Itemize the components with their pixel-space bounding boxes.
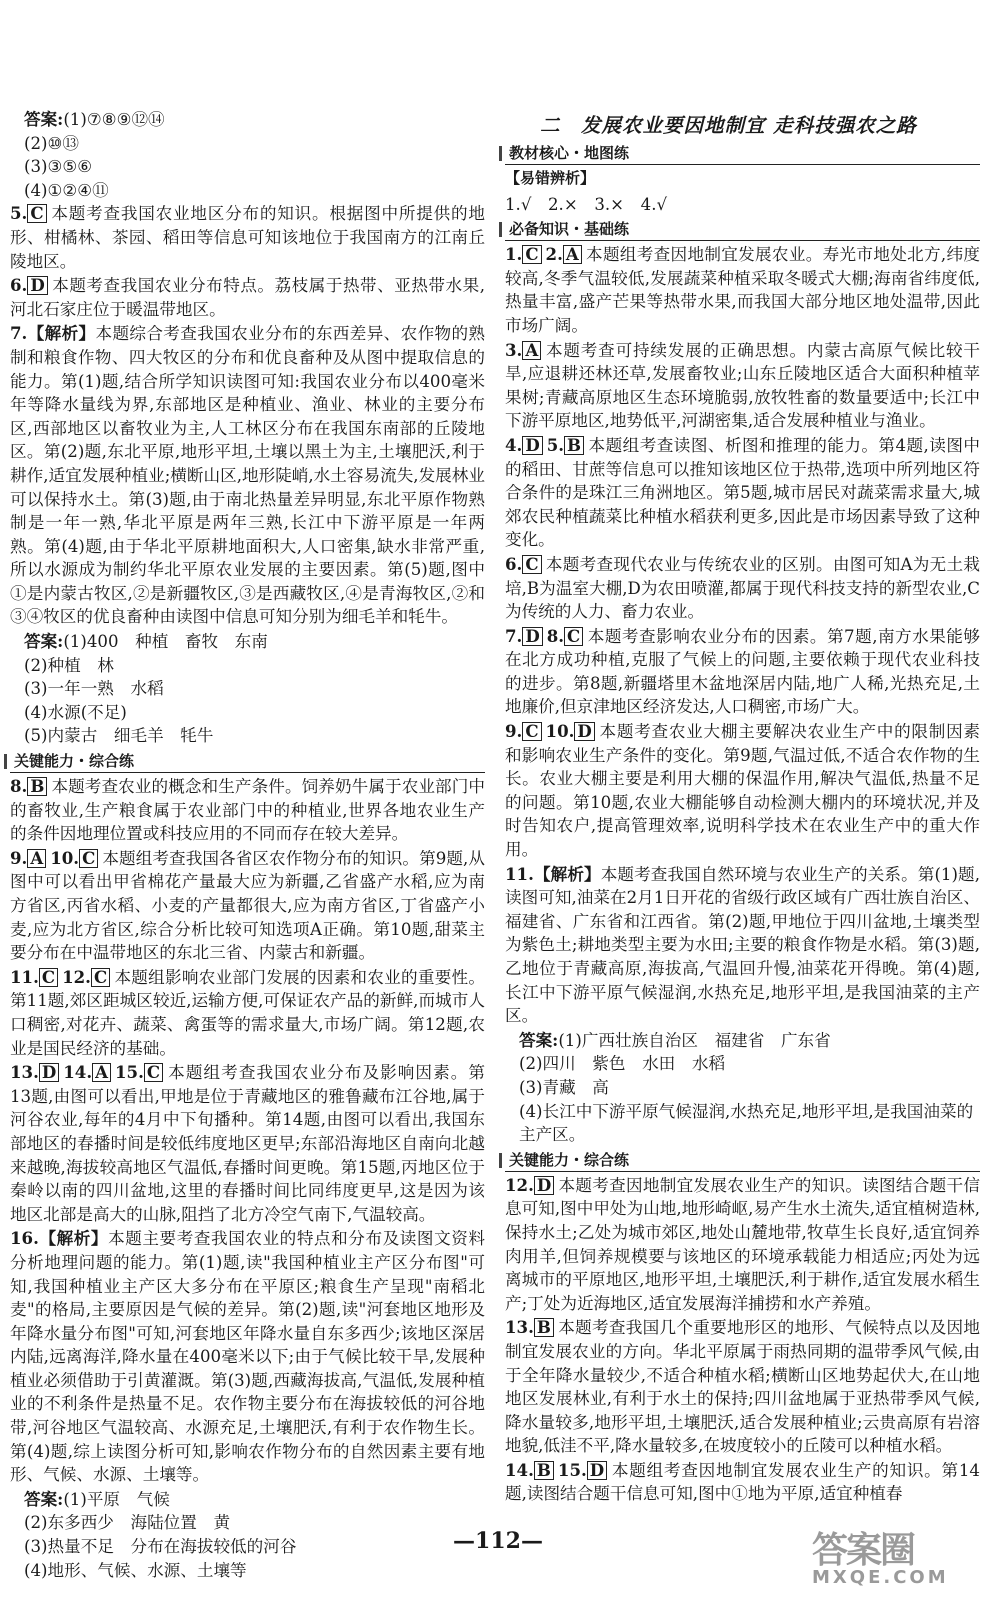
answer-line: (2)东多西少 海陆位置 黄 <box>24 1513 231 1533</box>
watermark-logo <box>812 1522 982 1592</box>
answer-key: B <box>534 1318 554 1337</box>
yicuo-answers: 1.√ 2.× 3.× 4.√ <box>505 194 668 214</box>
answer-key: C <box>564 627 583 646</box>
watermark-sub: MXQE.COM <box>812 1567 949 1588</box>
answer-line-4: (4)①②④⑪ <box>24 180 109 200</box>
question-6: 6. D 本题考查我国农业分布特点。荔枝属于热带、亚热带水果,河北石家庄位于暖温带地区。 <box>10 275 485 319</box>
answer-line: (3)热量不足 分布在海拔较低的河谷 <box>24 1537 297 1557</box>
question-13-15: 13. D 14. A 15. C 本题组考查我国农业分布及影响因素。第13题,由图可以看出,甲地是位于青藏地区的雅鲁藏布江谷地,属于河谷农业,每年的4月中下旬播种。第14题,由图可以看出,我国东部地区的春播时间是较低纬度地区更早;东部沿海地区自南向北越来越晚,海拔较高地区气温低,春播时间更晚。第15题,丙地区位于秦岭以南的四川盆地,这里的春播时间比同纬度更早,这是因为该地区北部是高大的山脉,阻挡了北方冷空气南下,气温较高。 <box>10 1062 485 1224</box>
question-1-2: 1. C 2. A 本题组考查因地制宜发展农业。寿光市地处北方,纬度较高,冬季气温较低,发展蔬菜种植采取冬暖式大棚;海南省纬度低,热量丰富,盛产芒果等热带水果,而我国大部分地区地处温带,因此市场广阔。 <box>505 244 980 335</box>
answer-key: A <box>27 849 46 868</box>
answer-key: C <box>79 849 98 868</box>
question-16: 16.【解析】本题主要考查我国农业的特点和分布及读图文资料分析地理问题的能力。第(1)题,读"我国种植业主产区分布图"可知,我国种植业主产区大多分布在平原区;粮食生产呈现"南稻北麦"的格局,主要原因是气候的差异。第(2)题,读"河套地区地形及年降水量分布图"可知,河套地区年降水量自东多西少;该地区深居内陆,远离海洋,降水量在400毫米以下;由于气候比较干旱,发展种植业必须借助于引黄灌溉。第(3)题,西藏海拔高,气温低,发展种植业的不利条件是热量不足。农作物主要分布在海拔较低的河谷地带,河谷地区气温较高、水源充足,土壤肥沃,有利于农作物生长。第(4)题,综上读图分析可知,影响农作物分布的自然因素主要有地形、气候、水源、土壤等。 <box>10 1228 486 1485</box>
question-11-12: 11. C 12. C 本题组影响农业部门发展的因素和农业的重要性。第11题,郊区距城区较近,运输方便,可保证农产品的新鲜,而城市人口稠密,对花卉、蔬菜、禽蛋等的需求量大,市场广阔。第12题,农业是国民经济的基础。 <box>10 966 485 1058</box>
answer-key: D <box>522 627 542 646</box>
section-heading-map: 教材核心・地图练 <box>505 143 980 165</box>
answer-line: (3)一年一熟 水稻 <box>24 679 164 699</box>
answer-line: (4)地形、气候、水源、土壤等 <box>24 1560 247 1580</box>
answer-key: D <box>587 1461 607 1480</box>
answer-key: C <box>39 968 58 987</box>
answer-key: D <box>534 1176 554 1195</box>
answer-key: C <box>522 245 541 264</box>
watermark-main: 答案圈 <box>812 1530 915 1571</box>
answer-key: D <box>522 436 542 455</box>
section-heading-key-ability: 关键能力・综合练 <box>10 751 485 773</box>
question-13: 13. B 本题考查我国几个重要地形区的地形、气候特点以及因地制宜发展农业的方向。华北平原属于雨热同期的温带季风气候,由于全年降水量较少,不适合种植水稻;横断山区地势起伏大,在山地地区发展林业,有利于水土的保持;四川盆地属于亚热带季风气候,降水量较多,地形平坦,土壤肥沃,适合发展种植业;云贵高原有岩溶地貌,低洼不平,降水量较多,在坡度较小的丘陵可以种植水稻。 <box>505 1317 980 1456</box>
question-6: 6. C 本题考查现代农业与传统农业的区别。由图可知A为无土栽培,B为温室大棚,D为农田喷灌,都属于现代科技支持的新型农业,C为传统的人力、畜力农业。 <box>505 553 980 622</box>
answer-line: (3)青藏 高 <box>519 1077 609 1097</box>
answer-line-1: (1)⑦⑧⑨⑫⑭ <box>63 110 165 129</box>
section-heading-basic: 必备知识・基础练 <box>505 219 980 241</box>
yicuo-label: 【易错辨析】 <box>505 169 596 187</box>
answer-label: 答案: <box>24 1488 64 1509</box>
question-7-8: 7. D 8. C 本题考查影响农业分布的因素。第7题,南方水果能够在北方成功种植,克服了气候上的问题,主要依赖于现代农业科技的进步。第8题,新疆塔里木盆地深居内陆,地广人稀,光热充足,土地廉价,但京津地区经济发达,人口稠密,市场广大。 <box>505 625 980 717</box>
answer-line-3: (3)③⑤⑥ <box>24 157 93 177</box>
answer-line: (2)种植 林 <box>24 655 114 675</box>
question-9-10: 9. C 10. D 本题考查农业大棚主要解决农业生产中的限制因素和影响农业生产条件的变化。第9题,气温过低,不适合农作物的生长。农业大棚主要是利用大棚的保温作用,解决气温低,热量不足的问题。第10题,农业大棚能够自动检测大棚内的环境状况,并及时告知农户,提高管理效率,说明科学技术在农业生产中的重大作用。 <box>505 721 980 860</box>
question-12: 12. D 本题考查因地制宜发展农业生产的知识。读图结合题干信息可知,图中甲处为山地,地形崎岖,易产生水土流失,适宜植树造林,保持水土;乙处为城市郊区,地处山麓地带,牧草生长良好,适宜饲养肉用羊,但饲养规模要与该地区的环境承载能力相适应;丙处为远离城市的平原地区,地形平坦,土壤肥沃,利于耕作,适宜发展水稻生产;丁处为近海地区,适宜发展海洋捕捞和水产养殖。 <box>505 1174 980 1313</box>
answer-key: D <box>574 722 594 741</box>
answer-line-2: (2)⑩⑬ <box>24 133 79 153</box>
answer-line: (2)四川 紫色 水田 水稻 <box>519 1054 726 1074</box>
answer-key: C <box>144 1063 163 1082</box>
answer-key: A <box>563 245 582 264</box>
question-8: 8. B 本题考查农业的概念和生产条件。饲养奶牛属于农业部门中的畜牧业,生产粮食属于农业部门中的种植业,世界各地农业生产的条件因地理位置或科技应用的不同而存在较大差异。 <box>10 776 485 844</box>
left-column: 答案:(1)⑦⑧⑨⑫⑭ (2)⑩⑬ (3)③⑤⑥ (4)①②④⑪ 5. C 本题考查我国农业地区分布的知识。根据图中所提供的地形、柑橘林、茶园、稻田等信息可知该地位于我国南方的江南丘陵地区。 6. D 本题考查我国农业分布特点。荔枝属于热带、亚热带水果,河北石家庄位于暖温带地区。 7.【解析】本题综合考查我国农业分布的东西差异、农作物的熟制和粮食作物、四大牧区的分布和优良畜种及从图中提取信息的能力。第(1)题,结合所学知识读图可知:我国农业分布以400毫米年等降水量线为界,东部地区是种植业、渔业、林业的主要分布区,西部地区以畜牧业为主,人工林区分布在我国东南部的丘陵地区。第(2)题,东北平原,地形平坦,土壤以黑土为主,土壤肥沃,利于耕作,适宜发展种植业;横断山区,地形陡峭,水土容易流失,发展林业可以保持水土。第(3)题,由于南北热量差异明显,东北平原作物熟制是一年一熟,华北平原是两年三熟,长江中下游平原是一年两熟。第(4)题,由于华北平原耕地面积大,人口密集,缺水非常严重,所以水源成为制约华北平原农业发展的主要因素。第(5)题,图中①是内蒙古牧区,②是新疆牧区,③是西藏牧区,④是青海牧区,②和③④牧区的优良畜种由读图中信息可知分别为细毛羊和牦牛。 答案:(1)400 种植 畜牧 东南 (2)种植 林 (3)一年一熟 水稻 (4)水源(不足) (5)内蒙古 细毛羊 牦牛 关键能力・综合练 8. B 本题考查农业的概念和生产条件。饲养奶牛属于农业部门中的畜牧业,生产粮食属于农业部门中的种植业,世界各地农业生产的条件因地理位置或科技应用的不同而存在较大差异。 9. A 10. C 本题组考查我国各省区农作物分布的知识。第9题,从图中可以看出甲省棉花产量最大应为新疆,乙省盛产水稻,应为南方省区,丙省水稻、小麦的产量都很大,应为南方省区,丁省盛产小麦,应为北方省区,综合分析比较可知选项A正确。第10题,甜菜主要分布在中温带地区的东北三省、内蒙古和新疆。 11. C 12. C 本题组影响农业部门发展的因素和农业的重要性。第11题,郊区距城区较近,运输方便,可保证农产品的新鲜,而城市人口稠密,对花卉、蔬菜、禽蛋等的需求量大,市场广阔。第12题,农业是国民经济的基础。 13. D 14. A 15. C 本题组考查我国农业分布及影响因素。第13题,由图可以看出,甲地是位于青藏地区的雅鲁藏布江谷地,属于河谷农业,每年的4月中下旬播种。第14题,由图可以看出,我国东部地区的春播时间是较低纬度地区更早;东部沿海地区自南向北越来越晚,海拔较高地区气温低,春播时间更晚。第15题,丙地区位于秦岭以南的四川盆地,这里的春播时间比同纬度更早,这是因为该地区北部是高大的山脉,阻挡了北方冷空气南下,气温较高。 16.【解析】本题主要考查我国农业的特点和分布及读图文资料分析地理问题的能力。第(1)题,读"我国种植业主产区分布图"可知,我国种植业主产区大多分布在平原区;粮食生产呈现"南稻北麦"的格局,主要原因是气候的差异。第(2)题,读"河套地区地形及年降水量分布图"可知,河套地区年降水量自东多西少;该地区深居内陆,远离海洋,降水量在400毫米以下;由于气候比较干旱,发展种植业必须借助于引黄灌溉。第(3)题,西藏海拔高,气温低,发展种植业的不利条件是热量不足。农作物主要分布在海拔较低的河谷地带,河谷地区气温较高、水源充足,土壤肥沃,有利于农作物生长。第(4)题,综上读图分析可知,影响农作物分布的自然因素主要有地形、气候、水源、土壤等。 答案:(1)平原 气候 (2)东多西少 海陆位置 黄 (3)热量不足 分布在海拔较低的河谷 (4)地形、气候、水源、土壤等 <box>10 108 485 1582</box>
question-7: 7.【解析】本题综合考查我国农业分布的东西差异、农作物的熟制和粮食作物、四大牧区的分布和优良畜种及从图中提取信息的能力。第(1)题,结合所学知识读图可知:我国农业分布以400毫米年等降水量线为界,东部地区是种植业、渔业、林业的主要分布区,西部地区以畜牧业为主,人工林区分布在我国东南部的丘陵地区。第(2)题,东北平原,地形平坦,土壤以黑土为主,土壤肥沃,利于耕作,适宜发展种植业;横断山区,地形陡峭,水土容易流失,发展林业可以保持水土。第(3)题,由于南北热量差异明显,东北平原作物熟制是一年一熟,华北平原是两年三熟,长江中下游平原是一年两熟。第(4)题,由于华北平原耕地面积大,人口密集,缺水非常严重,所以水源成为制约华北平原农业发展的主要因素。第(5)题,图中①是内蒙古牧区,②是新疆牧区,③是西藏牧区,④是青海牧区,②和③④牧区的优良畜种由读图中信息可知分别为细毛羊和牦牛。 <box>10 323 486 627</box>
section-heading-key-ability: 关键能力・综合练 <box>505 1150 980 1172</box>
question-14-15: 14. B 15. D 本题组考查因地制宜发展农业生产的知识。第14题,读图结合题干信息可知,图中①地为平原,适宜种植春 <box>505 1459 980 1504</box>
answer-key: A <box>522 341 541 360</box>
question-4-5: 4. D 5. B 本题组考查读图、析图和推理的能力。第4题,读图中的稻田、甘蔗等信息可以推知该地区位于热带,选项中所列地区符合条件的是珠江三角洲地区。第5题,城市居民对蔬菜需求量大,城郊农民种植蔬菜比种植水稻获利更多,因此是市场因素导致了这种变化。 <box>505 434 980 550</box>
answer-key: A <box>92 1063 111 1082</box>
answer-label: 答案: <box>24 631 64 652</box>
question-5: 5. C 本题考查我国农业地区分布的知识。根据图中所提供的地形、柑橘林、茶园、稻田等信息可知该地位于我国南方的江南丘陵地区。 <box>10 203 485 271</box>
answer-key: D <box>27 276 47 295</box>
question-3: 3. A 本题考查可持续发展的正确思想。内蒙古高原气候比较干旱,应退耕还林还草,发展畜牧业;山东丘陵地区适合大面积种植苹果树;青藏高原地区生态环境脆弱,放牧牲畜的数量要适中;长江中下游平原地区,地势低平,河湖密集,适合发展种植业与渔业。 <box>505 339 980 431</box>
answer-key: D <box>39 1063 59 1082</box>
answer-key: C <box>91 968 110 987</box>
answer-line: (4)水源(不足) <box>24 702 127 722</box>
answer-line: (5)内蒙古 细毛羊 牦牛 <box>24 726 214 746</box>
answer-key: C <box>522 555 541 574</box>
answer-label: 答案: <box>519 1029 559 1050</box>
answer-key: B <box>534 1461 554 1480</box>
answer-line: (4)长江中下游平原气候湿润,水热充足,地形平坦,是我国油菜的主产区。 <box>519 1101 974 1145</box>
question-9-10: 9. A 10. C 本题组考查我国各省区农作物分布的知识。第9题,从图中可以看出甲省棉花产量最大应为新疆,乙省盛产水稻,应为南方省区,丙省水稻、小麦的产量都很大,应为南方省区,丁省盛产小麦,应为北方省区,综合分析比较可知选项A正确。第10题,甜菜主要分布在中温带地区的东北三省、内蒙古和新疆。 <box>10 847 485 963</box>
answer-key: C <box>27 204 46 223</box>
answer-key: B <box>27 777 47 796</box>
answer-key: B <box>564 436 584 455</box>
answer-block-q1-4 <box>10 108 485 202</box>
chapter-title: 二 发展农业要因地制宜 走科技强农之路 <box>540 114 917 137</box>
answer-label: 答案: <box>24 109 64 129</box>
right-column: 教材核心・地图练 【易错辨析】 1.√ 2.× 3.× 4.√ 必备知识・基础练 1. C 2. A 本题组考查因地制宜发展农业。寿光市地处北方,纬度较高,冬季气温较低,发展蔬菜种植采取冬暖式大棚;海南省纬度低,热量丰富,盛产芒果等热带水果,而我国大部分地区地处温带,因此市场广阔。 3. A 本题考查可持续发展的正确思想。内蒙古高原气候比较干旱,应退耕还林还草,发展畜牧业;山东丘陵地区适合大面积种植苹果树;青藏高原地区生态环境脆弱,放牧牲畜的数量要适中;长江中下游平原地区,地势低平,河湖密集,适合发展种植业与渔业。 4. D 5. B 本题组考查读图、析图和推理的能力。第4题,读图中的稻田、甘蔗等信息可以推知该地区位于热带,选项中所列地区符合条件的是珠江三角洲地区。第5题,城市居民对蔬菜需求量大,城郊农民种植蔬菜比种植水稻获利更多,因此是市场因素导致了这种变化。 6. C 本题考查现代农业与传统农业的区别。由图可知A为无土栽培,B为温室大棚,D为农田喷灌,都属于现代科技支持的新型农业,C为传统的人力、畜力农业。 7. D 8. C 本题考查影响农业分布的因素。第7题,南方水果能够在北方成功种植,克服了气候上的问题,主要依赖于现代农业科技的进步。第8题,新疆塔里木盆地深居内陆,地广人稀,光热充足,土地廉价,但京津地区经济发达,人口稠密,市场广大。 9. C 10. D 本题考查农业大棚主要解决农业生产中的限制因素和影响农业生产条件的变化。第9题,气温过低,不适合农作物的生长。农业大棚主要是利用大棚的保温作用,解决气温低,热量不足的问题。第10题,农业大棚能够自动检测大棚内的环境状况,并及时告知农户,提高管理效率,说明科学技术在农业生产中的重大作用。 11.【解析】本题考查我国自然环境与农业生产的关系。第(1)题,读图可知,油菜在2月1日开花的省级行政区域有广西壮族自治区、福建省、广东省和江西省。第(2)题,甲地位于四川盆地,土壤类型为紫色土;耕地类型主要为水田;主要的粮食作物是水稻。第(3)题,乙地位于青藏高原,海拔高,气温回升慢,油菜花开得晚。第(4)题,长江中下游平原气候湿润,水热充足,地形平坦,是我国油菜的主产区。 答案:(1)广西壮族自治区 福建省 广东省 (2)四川 紫色 水田 水稻 (3)青藏 高 (4)长江中下游平原气候湿润,水热充足,地形平坦,是我国油菜的主产区。 关键能力・综合练 12. D 本题考查因地制宜发展农业生产的知识。读图结合题干信息可知,图中甲处为山地,地形崎岖,易产生水土流失,适宜植树造林,保持水土;乙处为城市郊区,地处山麓地带,牧草生长良好,适宜饲养肉用羊,但饲养规模要与该地区的环境承载能力相适应;丙处为远离城市的平原地区,地形平坦,土壤肥沃,利于耕作,适宜发展水稻生产;丁处为近海地区,适宜发展海洋捕捞和水产养殖。 13. B 本题考查我国几个重要地形区的地形、气候特点以及因地制宜发展农业的方向。华北平原属于雨热同期的温带季风气候,由于全年降水量较少,不适合种植水稻;横断山区地势起伏大,在山地地区发展林业,有利于水土的保持;四川盆地属于亚热带季风气候,降水量较多,地形平坦,土壤肥沃,适合发展种植业;云贵高原有岩溶地貌,低洼不平,降水量较多,在坡度较小的丘陵可以种植水稻。 14. B 15. D 本题组考查因地制宜发展农业生产的知识。第14题,读图结合题干信息可知,图中①地为平原,适宜种植春 <box>505 140 980 1507</box>
answer-key: C <box>522 722 541 741</box>
page-number: —112— <box>453 1528 543 1554</box>
question-11: 11.【解析】本题考查我国自然环境与农业生产的关系。第(1)题,读图可知,油菜在2月1日开花的省级行政区域有广西壮族自治区、福建省、广东省和江西省。第(2)题,甲地位于四川盆地,土壤类型为紫色土;耕地类型主要为水田;主要的粮食作物是水稻。第(3)题,乙地位于青藏高原,海拔高,气温回升慢,油菜花开得晚。第(4)题,长江中下游平原气候湿润,水热充足,地形平坦,是我国油菜的主产区。 <box>505 863 981 1026</box>
